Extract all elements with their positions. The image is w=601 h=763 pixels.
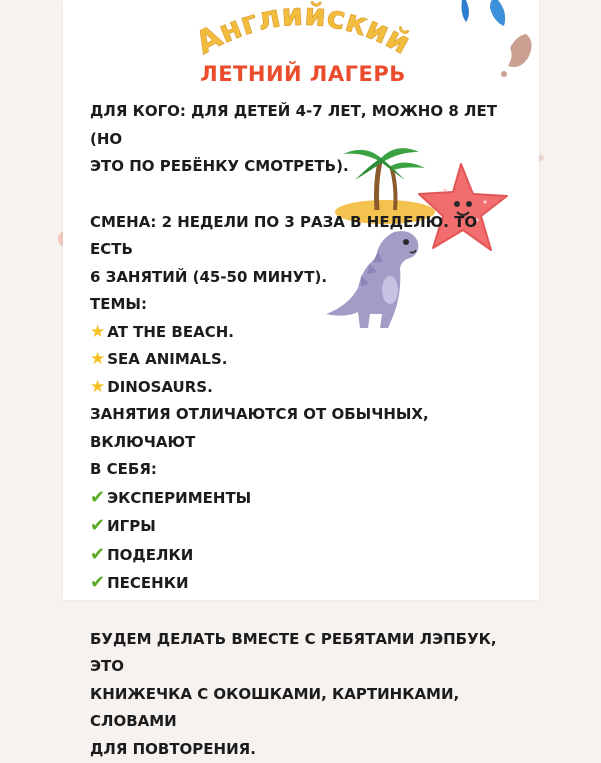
list-item [90, 541, 520, 570]
list-item-label: DINOSAURS. [107, 378, 213, 396]
list-item [90, 374, 520, 402]
star-bullet-icon: ★ [90, 377, 105, 397]
check-mark-icon: ✔ [90, 544, 105, 565]
text-line: СМЕНА: 2 НЕДЕЛИ ПО 3 РАЗА В НЕДЕЛЮ. ТО ЕСТЬ [90, 209, 520, 264]
text-line: ДЛЯ ПОВТОРЕНИЯ. [90, 736, 520, 763]
text-line: ЗАНЯТИЯ ОТЛИЧАЮТСЯ ОТ ОБЫЧНЫХ, ВКЛЮЧАЮТ [90, 401, 520, 456]
list-item [90, 484, 520, 513]
check-mark-icon: ✔ [90, 572, 105, 593]
star-bullet-icon: ★ [90, 349, 105, 369]
text-line: 6 ЗАНЯТИЙ (45-50 МИНУТ). [90, 264, 520, 292]
text-line: ЭТО ПО РЕБЁНКУ СМОТРЕТЬ). [90, 153, 520, 181]
document-body [90, 98, 520, 763]
list-item-label: SEA ANIMALS. [107, 350, 227, 368]
document-page [63, 0, 539, 600]
list-item-label: ПЕСЕНКИ [107, 574, 188, 592]
list-item-label: ЭКСПЕРИМЕНТЫ [107, 489, 251, 507]
list-item [90, 512, 520, 541]
text-line: КНИЖЕЧКА С ОКОШКАМИ, КАРТИНКАМИ, СЛОВАМИ [90, 681, 520, 736]
check-mark-icon: ✔ [90, 515, 105, 536]
text-line: В СЕБЯ: [90, 456, 520, 484]
page-subtitle: ЛЕТНИЙ ЛАГЕРЬ [193, 60, 413, 88]
paint-splash-icon [458, 0, 538, 95]
list-item-label: ИГРЫ [107, 517, 156, 535]
star-bullet-icon: ★ [90, 322, 105, 342]
text-line: БУДЕМ ДЕЛАТЬ ВМЕСТЕ С РЕБЯТАМИ ЛЭПБУК, ЭТО [90, 626, 520, 681]
topics-label: ТЕМЫ: [90, 291, 520, 319]
list-item-label: AT THE BEACH. [107, 323, 234, 341]
list-item [90, 569, 520, 598]
title-arc-text: Английский [190, 0, 416, 62]
list-item-label: ПОДЕЛКИ [107, 546, 193, 564]
check-mark-icon: ✔ [90, 487, 105, 508]
svg-text:Английский [190, 0, 416, 62]
list-item [90, 319, 520, 347]
list-item [90, 346, 520, 374]
text-line: ДЛЯ КОГО: ДЛЯ ДЕТЕЙ 4-7 ЛЕТ, МОЖНО 8 ЛЕТ (НО [90, 98, 520, 153]
